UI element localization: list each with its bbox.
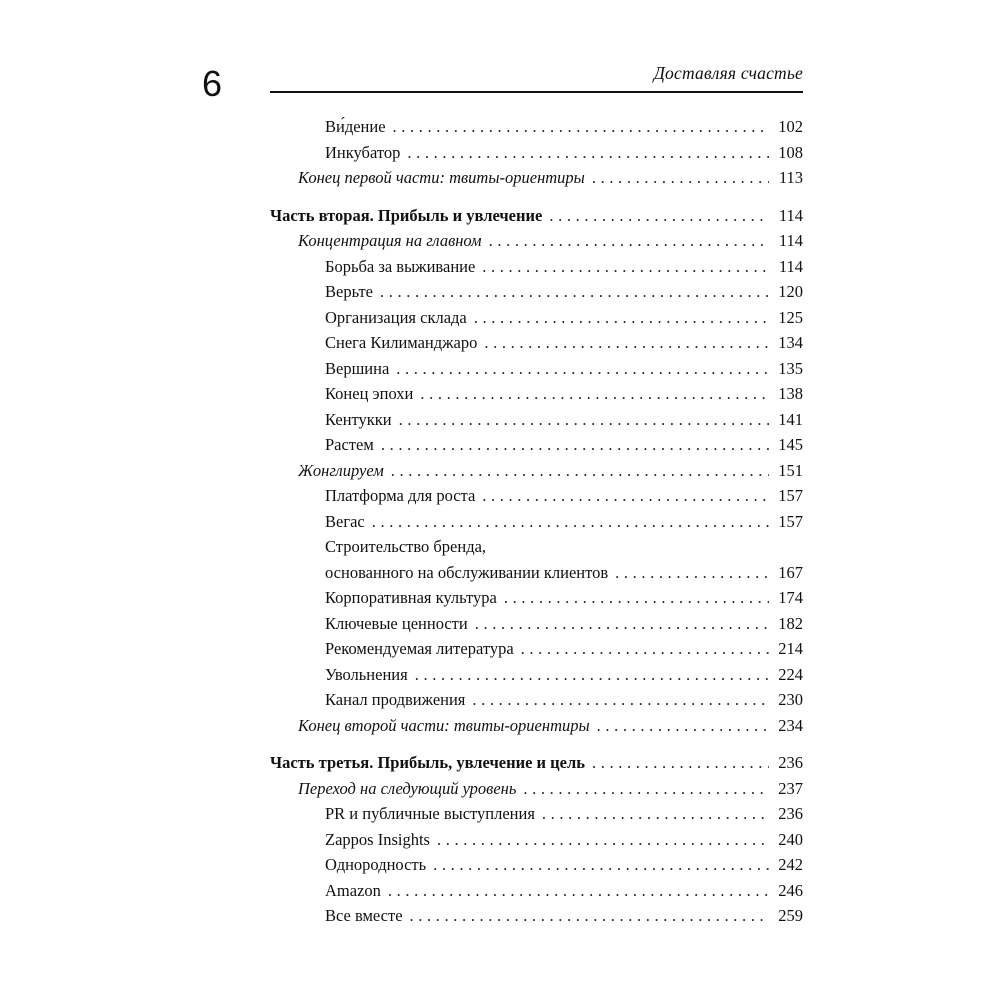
- toc-section: [270, 165, 803, 191]
- dot-leader: [388, 878, 769, 904]
- toc-entry-title: Растем: [325, 435, 374, 454]
- toc-page-number: 151: [778, 460, 803, 480]
- toc-chapter: [270, 432, 803, 458]
- toc-chapter: [270, 483, 803, 509]
- toc-section: [270, 776, 803, 802]
- toc-chapter: [270, 330, 803, 356]
- dot-leader: [482, 254, 769, 280]
- toc-page-number: 102: [778, 117, 803, 136]
- dot-leader: [523, 776, 769, 802]
- toc-entry-title: Рекомендуемая литература: [325, 639, 514, 658]
- toc-page-number: 259: [778, 906, 803, 925]
- dot-leader: [482, 483, 769, 509]
- toc-entry-title: Канал продвижения: [325, 690, 466, 709]
- toc-chapter: [270, 560, 803, 586]
- toc-chapter: [270, 903, 803, 929]
- running-title: Доставляя счастье: [653, 63, 803, 83]
- toc-entry-title: Верьте: [325, 282, 374, 301]
- toc-page-number: 237: [778, 778, 803, 798]
- toc-page-number: 224: [778, 664, 803, 684]
- toc-page-number: 125: [778, 307, 803, 327]
- toc-entry-title: Часть вторая. Прибыль и увлечение: [270, 205, 543, 225]
- toc-page-number: 141: [778, 409, 803, 429]
- toc-entry-title: Вегас: [325, 511, 365, 531]
- toc-page-number: 120: [778, 282, 803, 301]
- dot-leader: [380, 279, 769, 305]
- toc-chapter: [270, 687, 803, 713]
- toc-entry-title: основанного на обслуживании клиентов: [325, 562, 609, 582]
- toc-entry-title: Однородность: [325, 855, 427, 874]
- toc-entry-title: PR и публичные выступления: [325, 804, 535, 823]
- dot-leader: [437, 827, 769, 853]
- toc-entry-title: Платформа для роста: [325, 486, 476, 505]
- toc-section: [270, 228, 803, 254]
- toc-entry-title: Инкубатор: [325, 142, 401, 162]
- page-number: 6: [202, 63, 223, 104]
- toc-page-number: 182: [778, 613, 803, 633]
- dot-leader: [484, 330, 769, 356]
- dot-leader: [472, 687, 769, 713]
- toc-page-number: 108: [778, 142, 803, 162]
- dot-leader: [592, 165, 769, 191]
- toc-page-number: 157: [778, 486, 803, 505]
- toc-page-number: 167: [778, 562, 803, 582]
- dot-leader: [396, 356, 769, 382]
- toc-page-number: 114: [778, 231, 803, 250]
- dot-leader: [542, 801, 769, 827]
- dot-leader: [399, 407, 769, 433]
- dot-leader: [433, 852, 769, 878]
- toc-chapter: [270, 585, 803, 611]
- toc-page-number: 236: [778, 753, 803, 772]
- dot-leader: [489, 228, 769, 254]
- dot-leader: [549, 203, 769, 229]
- dot-leader: [420, 381, 769, 407]
- dot-leader: [592, 750, 769, 776]
- toc-chapter: [270, 254, 803, 280]
- toc-section: [270, 458, 803, 484]
- toc-entry-title: Вершина: [325, 358, 390, 378]
- toc-entry-title: Организация склада: [325, 307, 467, 327]
- toc-chapter: [270, 407, 803, 433]
- dot-leader: [521, 636, 769, 662]
- toc-entry-title: Кентукки: [325, 409, 392, 429]
- toc-page-number: 138: [778, 384, 803, 403]
- toc-page-number: 135: [778, 358, 803, 378]
- dot-leader: [474, 305, 769, 331]
- dot-leader: [415, 662, 769, 688]
- toc-entry-title: Все вместе: [325, 906, 403, 925]
- toc-chapter: [270, 852, 803, 878]
- dot-leader: [475, 611, 769, 637]
- dot-leader: [615, 560, 769, 586]
- toc-page-number: 230: [778, 690, 803, 709]
- toc-page-number: 174: [778, 588, 803, 607]
- toc-entry-title: Переход на следующий уровень: [298, 778, 517, 798]
- toc-page-number: 246: [778, 880, 803, 900]
- toc-entry-title: Zappos Insights: [325, 829, 430, 849]
- toc-chapter: [270, 534, 803, 560]
- toc-part-heading: [270, 203, 803, 229]
- toc-chapter: [270, 801, 803, 827]
- toc-entry-title: Жонглируем: [298, 460, 384, 480]
- toc-entry-title: Ви́дение: [325, 117, 386, 136]
- toc-chapter: [270, 114, 803, 140]
- toc-chapter: [270, 356, 803, 382]
- dot-leader: [407, 140, 769, 166]
- dot-leader: [504, 585, 769, 611]
- toc-entry-title: Конец второй части: твиты-ориентиры: [298, 715, 590, 735]
- dot-leader: [393, 114, 769, 140]
- toc-entry-title: Концентрация на главном: [298, 231, 482, 250]
- toc-entry-title: Amazon: [325, 880, 381, 900]
- dot-leader: [372, 509, 769, 535]
- toc-entry-title: Строительство бренда,: [325, 537, 487, 556]
- dot-leader: [391, 458, 769, 484]
- toc-page-number: 114: [778, 205, 803, 225]
- toc-part-heading: [270, 750, 803, 776]
- toc-entry-title: Часть третья. Прибыль, увлечение и цель: [270, 753, 585, 772]
- toc-entry-title: Борьба за выживание: [325, 256, 476, 276]
- dot-leader: [597, 713, 769, 739]
- toc-page-number: 114: [778, 256, 803, 276]
- toc-page-number: 157: [778, 511, 803, 531]
- toc-page-number: 242: [778, 855, 803, 874]
- dot-leader: [410, 903, 769, 929]
- toc-chapter: [270, 509, 803, 535]
- toc-page-number: 240: [778, 829, 803, 849]
- toc-page-number: 145: [778, 435, 803, 454]
- toc-chapter: [270, 827, 803, 853]
- toc-entry-title: Конец первой части: твиты-ориентиры: [298, 168, 585, 187]
- toc-entry-title: Увольнения: [325, 664, 408, 684]
- toc-page-number: 113: [778, 168, 803, 187]
- toc-entry-title: Снега Килиманджаро: [325, 333, 478, 352]
- toc-entry-title: Конец эпохи: [325, 384, 414, 403]
- toc-chapter: [270, 381, 803, 407]
- toc-chapter: [270, 662, 803, 688]
- toc-chapter: [270, 140, 803, 166]
- toc-entry-title: Ключевые ценности: [325, 613, 468, 633]
- dot-leader: [381, 432, 769, 458]
- toc-section: [270, 713, 803, 739]
- toc-chapter: [270, 636, 803, 662]
- toc-page-number: 236: [778, 804, 803, 823]
- toc-page-number: 234: [778, 715, 803, 735]
- toc-chapter: [270, 279, 803, 305]
- toc-page-number: 214: [778, 639, 803, 658]
- header-rule: [270, 91, 803, 93]
- toc-chapter: [270, 305, 803, 331]
- table-of-contents: [270, 114, 803, 929]
- toc-entry-title: Корпоративная культура: [325, 588, 497, 607]
- toc-page-number: 134: [778, 333, 803, 352]
- toc-chapter: [270, 611, 803, 637]
- toc-chapter: [270, 878, 803, 904]
